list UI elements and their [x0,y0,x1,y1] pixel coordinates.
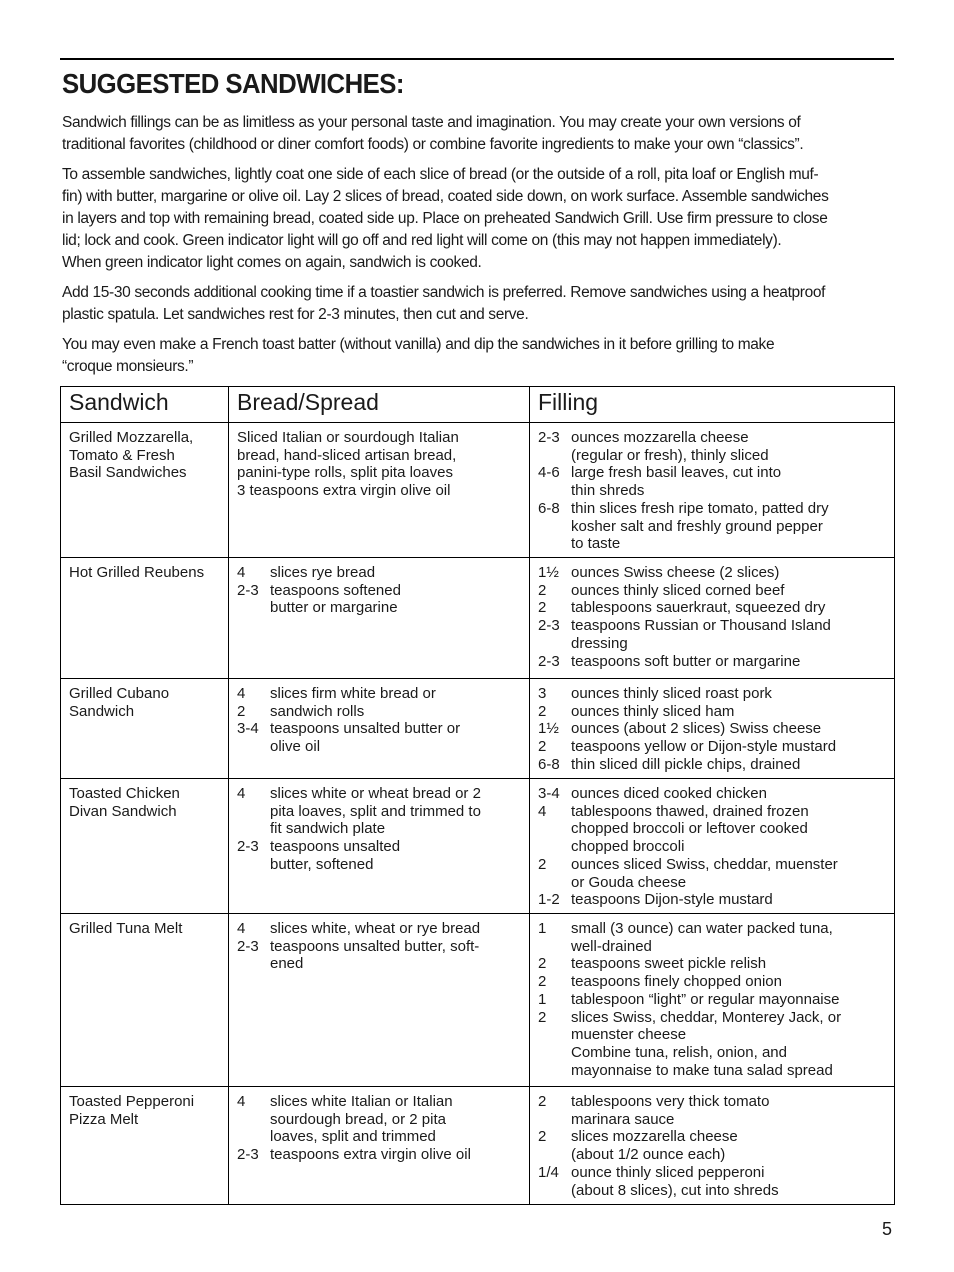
ingredient-line [538,738,886,756]
ingredient-text: Combine tuna, relish, onion, and [571,1043,787,1061]
ingredient-line [538,920,886,938]
sandwich-name: Grilled Cubano Sandwich [61,679,229,779]
intro-paragraph-1 [62,112,896,156]
ingredient-quantity: 6-8 [538,499,560,517]
ingredient-line [538,856,886,874]
ingredient-text: teaspoons softened [270,581,401,599]
ingredient-text: panini-type rolls, split pita loaves [237,464,453,482]
ingredient-text: teaspoons extra virgin olive oil [270,1146,471,1164]
text-line: To assemble sandwiches, lightly coat one side of each slice of bread (or the outside of a roll, pita loaf or English muf- [62,166,819,183]
ingredient-line [538,1111,886,1129]
ingredient-quantity: 4 [538,802,547,820]
ingredient-text: sourdough bread, or 2 pita [270,1110,446,1128]
ingredient-line [237,429,521,447]
ingredient-line [538,703,886,721]
ingredient-quantity [538,874,571,892]
ingredient-quantity: 2 [538,1128,547,1146]
ingredient-quantity: 2 [538,599,547,617]
ingredient-text: sandwich rolls [270,702,365,720]
ingredient-text: teaspoons unsalted [270,838,401,856]
filling-cell [530,1087,895,1205]
filling-cell [530,423,895,558]
ingredient-quantity: 3-4 [538,785,560,802]
ingredient-line [538,635,886,653]
ingredient-line [237,564,521,582]
ingredient-quantity [538,1182,571,1200]
ingredient-line [237,838,521,856]
ingredient-text: small (3 ounce) can water packed tuna, [571,920,833,937]
ingredient-line [237,482,521,500]
table-row [61,679,895,779]
ingredient-line [237,599,521,617]
page-heading: SUGGESTED SANDWICHES: [62,68,404,99]
ingredient-line [237,920,521,938]
bread-spread-cell [229,558,530,679]
ingredient-text: slices Swiss, cheddar, Monterey Jack, or [571,1008,842,1026]
ingredient-text: teaspoons sweet pickle relish [571,955,767,973]
ingredient-line [538,447,886,465]
ingredient-quantity [237,820,270,838]
filling-cell [530,558,895,679]
ingredient-line [237,938,521,956]
intro-paragraph-3 [62,282,896,326]
table-row [61,1087,895,1205]
ingredient-line [538,599,886,617]
header-sandwich: Sandwich [61,387,229,423]
ingredient-line [538,785,886,803]
ingredient-text: chopped broccoli [571,838,685,856]
ingredient-text: slices rye bread [270,564,376,581]
ingredient-text: butter, softened [270,855,374,873]
ingredient-quantity [538,1044,571,1062]
ingredient-text: slices firm white bread or [270,685,436,702]
ingredient-quantity: 4 [237,685,246,702]
ingredient-text: teaspoons yellow or Dijon-style mustard [571,738,837,756]
header-filling: Filling [530,387,895,423]
ingredient-quantity [538,535,571,553]
ingredient-text: olive oil [270,738,321,756]
sandwich-name: Hot Grilled Reubens [61,558,229,679]
ingredient-line [237,1128,521,1146]
ingredient-quantity: 2 [538,973,547,991]
ingredient-text: butter or margarine [270,599,398,617]
ingredient-text: mayonnaise to make tuna salad spread [571,1061,833,1079]
ingredient-quantity [237,1128,270,1146]
ingredient-line [538,1093,886,1111]
ingredient-quantity [538,1146,571,1164]
bread-spread-cell [229,1087,530,1205]
ingredient-text: tablespoons sauerkraut, squeezed dry [571,599,826,617]
ingredient-line [538,500,886,518]
ingredient-line [237,582,521,600]
ingredient-text: pita loaves, split and trimmed to [270,802,481,820]
bread-spread-cell [229,423,530,558]
ingredient-line [237,703,521,721]
ingredient-quantity: 2-3 [538,429,560,446]
ingredient-text: teaspoons unsalted butter or [270,720,461,738]
page-number: 5 [881,1219,892,1239]
sandwich-table [60,386,895,1205]
ingredient-line [538,535,886,553]
text-line: fin) with butter, margarine or olive oil. Lay 2 slices of bread, coated side down, on work surface. Assemble sandwiches [62,188,829,205]
ingredient-quantity: 4 [237,564,246,581]
ingredient-text: Sliced Italian or sourdough Italian [237,429,459,446]
ingredient-line [237,738,521,756]
ingredient-line [237,1146,521,1164]
ingredient-line [538,803,886,821]
ingredient-quantity [538,447,571,465]
ingredient-quantity: 1½ [538,720,559,738]
ingredient-quantity [237,856,270,874]
filling-cell [530,779,895,914]
ingredient-text: thin shreds [571,482,645,500]
ingredient-line [538,464,886,482]
ingredient-line [538,756,886,774]
ingredient-quantity [538,635,571,653]
ingredient-line [538,820,886,838]
ingredient-line [538,429,886,447]
ingredient-text: dressing [571,634,628,652]
ingredient-text: slices white or wheat bread or 2 [270,785,481,802]
ingredient-line [538,973,886,991]
ingredient-line [538,1044,886,1062]
ingredient-quantity: 2-3 [538,652,560,670]
ingredient-text: teaspoons soft butter or margarine [571,652,801,670]
ingredient-line [237,1111,521,1129]
ingredient-quantity [538,518,571,536]
text-line: in layers and top with remaining bread, coated side up. Place on preheated Sandwich Grill. Use firm pressure to close [62,210,828,227]
filling-cell [530,914,895,1087]
ingredient-text: bread, hand-sliced artisan bread, [237,446,457,464]
ingredient-line [237,685,521,703]
ingredient-text: tablespoons very thick tomato [571,1093,770,1110]
ingredient-line [237,720,521,738]
ingredient-quantity: 3-4 [237,720,259,738]
ingredient-line [237,464,521,482]
ingredient-line [237,955,521,973]
ingredient-quantity: 1 [538,920,547,937]
intro-paragraph-4 [62,334,896,378]
ingredient-text: ounces thinly sliced ham [571,702,735,720]
ingredient-quantity: 2 [538,955,547,973]
ingredient-quantity: 4-6 [538,464,560,482]
filling-cell [530,679,895,779]
ingredient-quantity: 4 [237,1093,246,1110]
ingredient-quantity [538,838,571,856]
table-header-row [61,387,895,423]
ingredient-text: (about 1/2 ounce each) [571,1146,726,1164]
ingredient-text: ounces mozzarella cheese [571,429,749,446]
ingredient-text: (regular or fresh), thinly sliced [571,446,769,464]
ingredient-line [237,785,521,803]
ingredient-line [538,518,886,536]
ingredient-quantity: 2-3 [237,838,259,856]
ingredient-line [538,955,886,973]
ingredient-line [538,582,886,600]
ingredient-line [237,1093,521,1111]
text-line: Sandwich fillings can be as limitless as your personal taste and imagination. You may create your own versions of [62,114,801,131]
ingredient-text: ounces (about 2 slices) Swiss cheese [571,720,822,738]
ingredient-quantity [538,1026,571,1044]
ingredient-text: teaspoons unsalted butter, soft- [270,937,480,955]
ingredient-text: teaspoons Russian or Thousand Island [571,617,831,635]
ingredient-text: ounces diced cooked chicken [571,785,767,802]
ingredient-line [538,720,886,738]
ingredient-line [538,685,886,703]
ingredient-text: ounces sliced Swiss, cheddar, muenster [571,855,838,873]
ingredient-quantity: 1-2 [538,891,560,909]
bread-spread-cell [229,679,530,779]
ingredient-quantity: 2-3 [237,581,259,599]
ingredient-text: to taste [571,535,621,553]
ingredient-line [538,1128,886,1146]
text-line: When green indicator light comes on again, sandwich is cooked. [62,254,482,271]
ingredient-text: 3 teaspoons extra virgin olive oil [237,482,451,500]
ingredient-line [538,1026,886,1044]
ingredient-quantity [538,1062,571,1080]
ingredient-quantity: 2 [538,1093,547,1110]
ingredient-text: slices white, wheat or rye bread [270,920,481,937]
table-row [61,914,895,1087]
ingredient-text: ened [270,955,304,973]
ingredient-quantity: 2 [237,702,246,720]
intro-text [62,112,896,386]
ingredient-line [538,991,886,1009]
ingredient-line [538,617,886,635]
ingredient-text: or Gouda cheese [571,873,687,891]
text-line: plastic spatula. Let sandwiches rest for 2-3 minutes, then cut and serve. [62,306,529,323]
ingredient-quantity [237,955,270,973]
ingredient-line [538,1164,886,1182]
ingredient-line [538,838,886,856]
ingredient-line [237,820,521,838]
ingredient-text: thin slices fresh ripe tomato, patted dry [571,499,829,517]
ingredient-text: muenster cheese [571,1026,687,1044]
text-line: traditional favorites (childhood or diner comfort foods) or combine favorite ingredients to make your own “classics”. [62,136,804,153]
ingredient-quantity: 4 [237,920,246,937]
ingredient-line [538,891,886,909]
ingredient-line [538,564,886,582]
sandwich-name: Grilled Mozzarella, Tomato & Fresh Basil Sandwiches [61,423,229,558]
ingredient-line [237,856,521,874]
sandwich-name: Grilled Tuna Melt [61,914,229,1087]
ingredient-quantity: 4 [237,785,246,802]
ingredient-text: kosher salt and freshly ground pepper [571,517,823,535]
ingredient-quantity [237,803,270,821]
sandwich-name: Toasted Pepperoni Pizza Melt [61,1087,229,1205]
ingredient-text: ounce thinly sliced pepperoni [571,1163,765,1181]
ingredient-quantity [237,1111,270,1129]
ingredient-line [538,1009,886,1027]
top-rule [60,58,894,60]
ingredient-quantity [237,738,270,756]
text-line: lid; lock and cook. Green indicator light will go off and red light will come on (this may not happen immediately). [62,232,782,249]
ingredient-quantity [538,1111,571,1129]
ingredient-text: marinara sauce [571,1110,675,1128]
ingredient-text: slices mozzarella cheese [571,1128,738,1146]
sandwich-name: Toasted Chicken Divan Sandwich [61,779,229,914]
ingredient-text: thin sliced dill pickle chips, drained [571,755,801,773]
ingredient-line [538,938,886,956]
ingredient-text: fit sandwich plate [270,820,386,838]
ingredient-line [538,874,886,892]
ingredient-line [538,653,886,671]
ingredient-quantity: 2-3 [237,937,259,955]
ingredient-quantity: 1 [538,990,547,1008]
ingredient-text: tablespoons thawed, drained frozen [571,802,809,820]
ingredient-text: ounces thinly sliced corned beef [571,581,785,599]
ingredient-line [538,1146,886,1164]
ingredient-text: (about 8 slices), cut into shreds [571,1181,779,1199]
ingredient-text: teaspoons Dijon-style mustard [571,891,773,909]
ingredient-quantity: 3 [538,685,547,702]
ingredient-line [538,1062,886,1080]
ingredient-text: teaspoons finely chopped onion [571,973,782,991]
ingredient-text: ounces Swiss cheese (2 slices) [571,564,780,581]
ingredient-text: large fresh basil leaves, cut into [571,464,782,482]
ingredient-line [237,803,521,821]
ingredient-quantity [538,482,571,500]
ingredient-quantity [237,599,270,617]
bread-spread-cell [229,779,530,914]
header-bread-spread: Bread/Spread [229,387,530,423]
ingredient-quantity: 2 [538,581,547,599]
bread-spread-cell [229,914,530,1087]
ingredient-quantity: 6-8 [538,755,560,773]
ingredient-text: chopped broccoli or leftover cooked [571,820,808,838]
ingredient-quantity: 1½ [538,564,559,581]
ingredient-line [538,1182,886,1200]
intro-paragraph-2 [62,164,896,274]
ingredient-text: loaves, split and trimmed [270,1128,436,1146]
table-row [61,423,895,558]
ingredient-quantity: 1/4 [538,1163,559,1181]
ingredient-quantity: 2-3 [237,1146,259,1164]
ingredient-quantity: 2 [538,702,547,720]
ingredient-quantity: 2 [538,855,547,873]
ingredient-text: well-drained [571,937,652,955]
table-row [61,558,895,679]
ingredient-text: slices white Italian or Italian [270,1093,453,1110]
ingredient-quantity: 2-3 [538,617,560,635]
table-row [61,779,895,914]
ingredient-quantity: 2 [538,1008,547,1026]
text-line: “croque monsieurs.” [62,358,194,375]
ingredient-quantity [538,820,571,838]
text-line: You may even make a French toast batter (without vanilla) and dip the sandwiches in it before grilling to make [62,336,775,353]
ingredient-text: ounces thinly sliced roast pork [571,685,772,702]
ingredient-line [237,447,521,465]
ingredient-text: tablespoon “light” or regular mayonnaise [571,990,840,1008]
ingredient-line [538,482,886,500]
ingredient-quantity: 2 [538,738,547,756]
text-line: Add 15-30 seconds additional cooking time if a toastier sandwich is preferred. Remove sandwiches using a heatproof [62,284,826,301]
ingredient-quantity [538,938,571,956]
